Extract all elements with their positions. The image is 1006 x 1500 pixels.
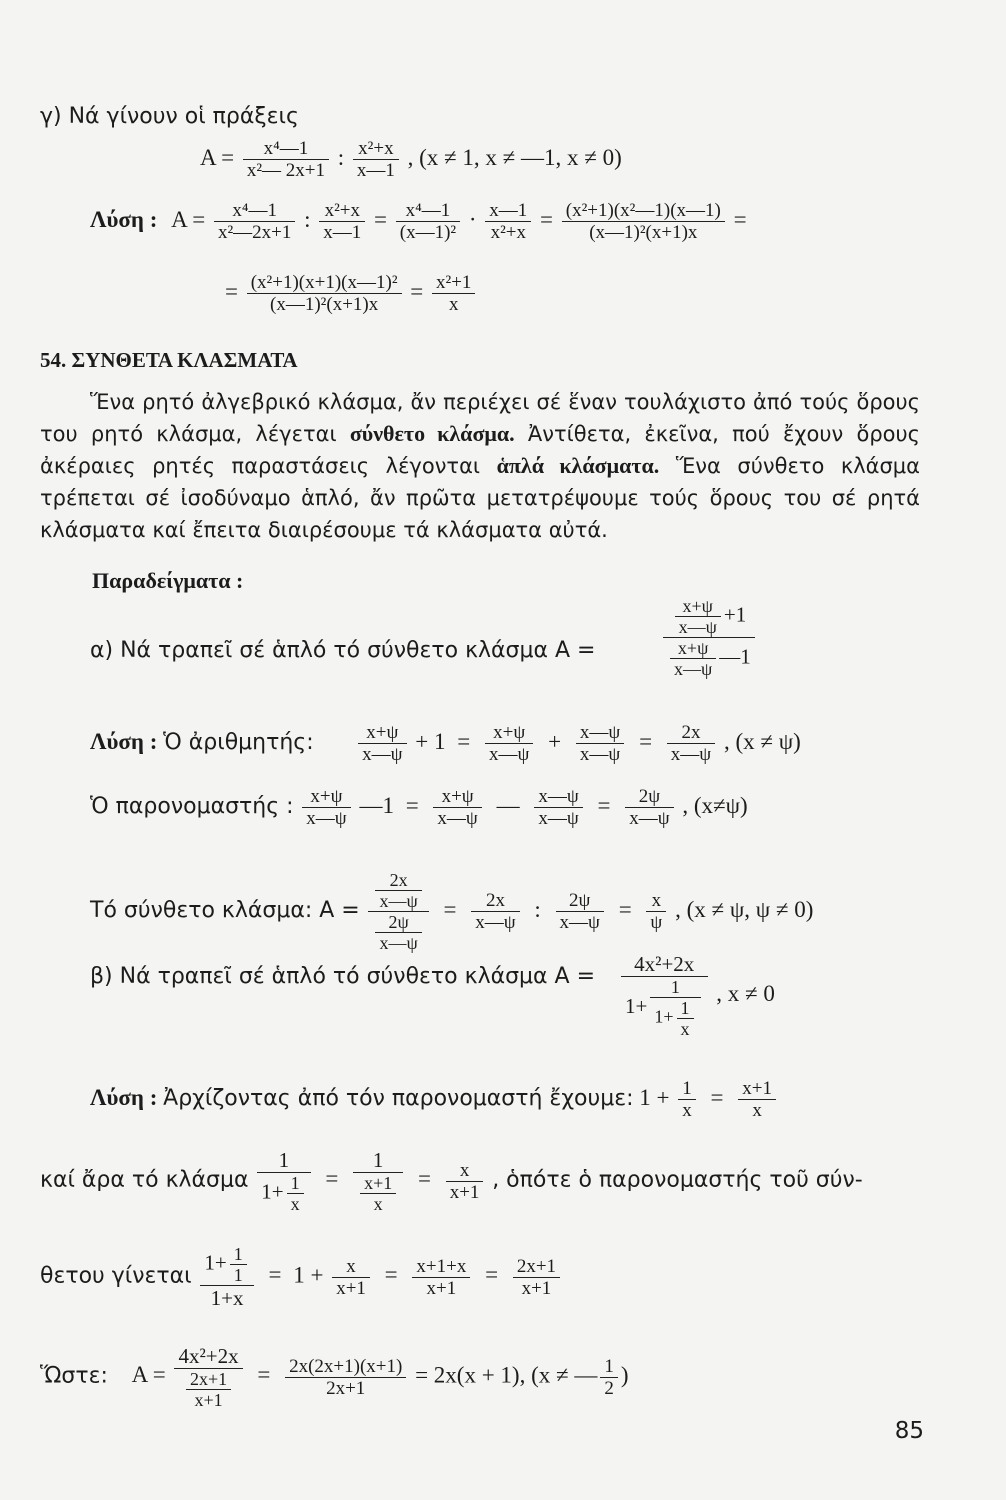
fraction: $\frac{\text{x²+1}}{x}$ xyxy=(432,272,475,315)
a-label: A = xyxy=(200,144,235,170)
examples-heading: Παραδείγματα : xyxy=(92,568,244,593)
fraction: $\frac{\text{x⁴—1}}{\text{(x—1)²}}$ xyxy=(396,200,460,243)
alpha-text: α) Νά τραπεῖ σέ ἁπλό τό σύνθετο κλάσμα A = xyxy=(90,638,596,663)
alpha-numerator: Λύση : Ὁ ἀριθμητής: $\frac{x+\psi}{x—\psi}$ + 1 = $\frac{x+\psi}{x—\psi}$ + $\frac{x—\psi}{x—\psi}$ = $\frac{2x}{x—\psi}$ , (x ≠ ψ) xyxy=(90,722,801,765)
condition: , (x ≠ 1, x ≠ —1, x ≠ 0) xyxy=(407,144,622,170)
section-heading: 54. ΣΥΝΘΕΤΑ ΚΛΑΣΜΑΤΑ xyxy=(40,348,298,372)
bold-term: σύνθετο κλάσμα. xyxy=(349,421,515,446)
page-number: 85 xyxy=(894,1418,924,1444)
part-gamma-title: γ) Νά γίνουν οἱ πράξεις xyxy=(40,104,299,129)
gamma-solution-cont: = $\frac{\text{(x²+1)(x+1)(x—1)²}}{\text{(x—1)²(x+1)x}}$ = $\frac{\text{x²+1}}{x}$ xyxy=(225,272,478,315)
section-paragraph: Ἕνα ρητό ἀλγεβρικό κλάσμα, ἄν περιέχει σέ ἕναν τουλάχιστο ἀπό τούς ὅρους του ρητό κλάσμα, λέγεται σύνθετο κλάσμα. Ἀντίθετα, ἐκεῖνα, πού ἔχουν ὅρους ἀκέραιες ρητές παραστάσεις λέγονται ἁπλά κλάσματα. Ἕνα σύνθετο κλάσμα τρέπεται σέ ἰσοδύναμο ἁπλό, ἄν πρῶτα μετατρέψουμε τούς ὅρους του σέ ρητά κλάσματα καί ἔπειτα διαιρέσουμε τά κλάσματα αὐτά. xyxy=(40,390,920,542)
fraction: $\frac{\text{(x²+1)(x+1)(x—1)²}}{\text{(x—1)²(x+1)x}}$ xyxy=(247,272,402,315)
beta-denominator: θετου γίνεται 1+ $\frac{1}{1}$ 1+x = 1 + $\frac{x}{x+1}$ = $\frac{x+1+x}{x+1}$ = $\frac{2x+1}{x+1}$ xyxy=(40,1244,563,1310)
bold-term: ἁπλά κλάσματα. xyxy=(496,453,660,478)
fraction: $\frac{\text{x²+x}}{x—1}$ xyxy=(319,200,365,243)
gamma-expression: A = $\frac{\text{x⁴—1}}{\text{x²— 2x+1}}$ : $\frac{\text{x²+x}}{x—1}$ , (x ≠ 1, x ≠ —1, x ≠ 0) xyxy=(200,138,622,181)
gamma-solution: Λύση : A = $\frac{\text{x⁴—1}}{\text{x²—2x+1}}$ : $\frac{\text{x²+x}}{x—1}$ = $\frac{\text{x⁴—1}}{\text{(x—1)²}}$ · $\frac{x—1}{\text{x²+x}}$ = $\frac{\text{(x²+1)(x²—1)(x—1)}}{\text{(x—1)²(x+1)x}}$ = xyxy=(90,200,747,243)
fraction: $\frac{\text{x⁴—1}}{\text{x²— 2x+1}}$ xyxy=(243,138,329,181)
fraction: $\frac{\text{x⁴—1}}{\text{x²—2x+1}}$ xyxy=(214,200,295,243)
alpha-result: Τό σύνθετο κλάσμα: A = $\frac{\frac{2x}{x—\psi}}{\frac{2\psi}{x—\psi}}$ = $\frac{2x}{x—\psi}$ : $\frac{2\psi}{x—\psi}$ = $\frac{x}{\psi}$ , (x ≠ ψ, ψ ≠ 0) xyxy=(90,870,814,953)
fraction: $\frac{\text{x²+x}}{x—1}$ xyxy=(353,138,399,181)
beta-solution: Λύση : Ἀρχίζοντας ἀπό τόν παρονομαστή ἔχουμε: 1 + $\frac{1}{x}$ = $\frac{x+1}{x}$ xyxy=(90,1078,779,1121)
beta-final: Ὥστε: A = $\frac{\text{4x²+2x}}{\frac{2x+1}{x+1}}$ = $\frac{2x(2x+1)(x+1)}{2x+1}$ = 2x(x + 1), (x ≠ — $\frac{1}{2}$ ) xyxy=(40,1344,629,1410)
fraction: $\frac{\text{(x²+1)(x²—1)(x—1)}}{\text{(x—1)²(x+1)x}}$ xyxy=(562,200,725,243)
alpha-denominator: Ὁ παρονομαστής : $\frac{x+\psi}{x—\psi}$ —1 = $\frac{x+\psi}{x—\psi}$ — $\frac{x—\psi}{x—\psi}$ = $\frac{2\psi}{x—\psi}$ , (x≠ψ) xyxy=(90,786,748,829)
beta-step: καί ἄρα τό κλάσμα 1 1+ $\frac{1}{x}$ = $\frac{1}{\frac{x+1}{x}}$ = $\frac{x}{x+1}$ , ὁπότε ὁ παρονομαστής τοῦ σύν- xyxy=(40,1148,863,1214)
fraction: $\frac{x—1}{\text{x²+x}}$ xyxy=(485,200,531,243)
compound-fraction: $\frac{x+\psi}{x—\psi}$ +1 $\frac{x+\psi}{x—\psi}$ —1 xyxy=(663,596,755,679)
alpha-compound xyxy=(660,596,758,679)
solution-label: Λύση : xyxy=(90,206,158,232)
beta-text: β) Νά τραπεῖ σέ ἁπλό τό σύνθετο κλάσμα A = xyxy=(90,964,596,989)
beta-compound: 4x²+2x 1+ 1 1+ $\frac{1}{x}$ , x ≠ 0 xyxy=(618,952,775,1039)
